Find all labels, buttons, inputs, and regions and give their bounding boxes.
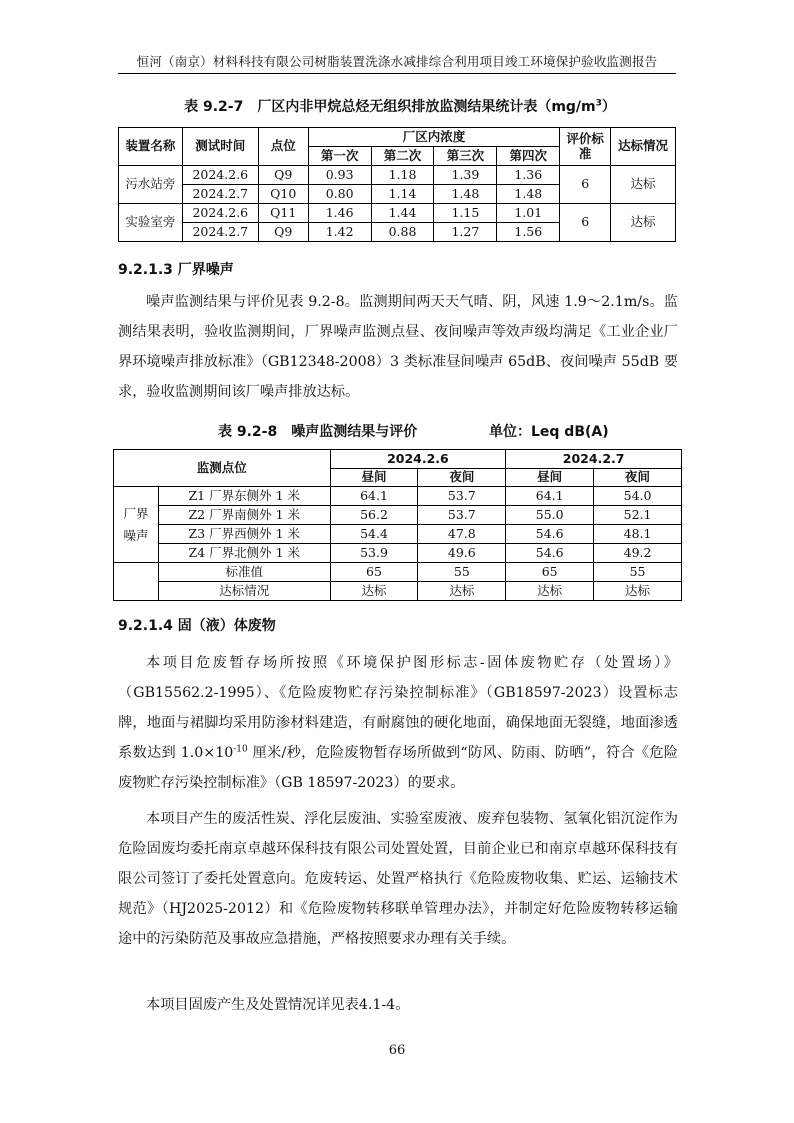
table1-head-std: 评价标准 xyxy=(560,128,611,166)
value-cell: 52.1 xyxy=(594,506,682,525)
value-cell: 1.18 xyxy=(371,166,434,185)
table-row xyxy=(119,204,676,223)
time-cell: 2024.2.6 xyxy=(182,166,258,185)
point-cell: Q10 xyxy=(258,185,308,204)
group-label-cell: 厂界噪声 xyxy=(114,487,159,563)
page-number: 66 xyxy=(388,1043,406,1058)
value-cell: 55 xyxy=(594,563,682,582)
time-cell: 2024.2.7 xyxy=(182,223,258,242)
point-label-cell: Z3 厂界西侧外 1 米 xyxy=(158,525,330,544)
point-label-cell: Z4 厂界北侧外 1 米 xyxy=(158,544,330,563)
value-cell: 达标 xyxy=(506,582,594,601)
table1-sub-col: 第二次 xyxy=(371,147,434,166)
point-cell: Q11 xyxy=(258,204,308,223)
value-cell: 47.8 xyxy=(418,525,506,544)
value-cell: 53.7 xyxy=(418,506,506,525)
value-cell: 55 xyxy=(418,563,506,582)
table2-head-point: 监测点位 xyxy=(114,450,331,487)
table-row xyxy=(114,487,682,506)
table1-caption-text: 表 9.2-7 厂区内非甲烷总烃无组织排放监测结果统计表（mg/m xyxy=(184,99,596,115)
section-noise-paragraph: 噪声监测结果与评价见表 9.2-8。监测期间两天天气晴、阴，风速 1.9～2.1m/s。监测结果表明，验收监测期间，厂界噪声监测点昼、夜间噪声等效声级均满足《工业企业厂界环境噪声排放标准》（GB12348-2008）3 类标准昼间噪声 65dB、夜间噪声 55dB 要求，验收监测期间该厂噪声排放达标。 xyxy=(118,294,678,400)
table2-sub-col: 昼间 xyxy=(330,468,418,487)
table2-caption: 表 9.2-8 噪声监测结果与评价 xyxy=(218,424,418,440)
table2-unit: 单位：Leq dB(A) xyxy=(489,424,609,440)
point-cell: Q9 xyxy=(258,166,308,185)
value-cell: 1.01 xyxy=(497,204,560,223)
section-noise-heading: 9.2.1.3 厂界噪声 xyxy=(118,262,234,278)
table-row xyxy=(114,563,682,582)
device-cell: 污水站旁 xyxy=(119,166,183,204)
table1-head-point: 点位 xyxy=(258,128,308,166)
value-cell: 54.6 xyxy=(506,544,594,563)
waste-p1-sup: -10 xyxy=(233,744,248,755)
waste-p1-part-a: 本项目危废暂存场所按照《环境保护图形标志-固体废物贮存（处置场）》（GB15562.2-1995）、《危险废物贮存污染控制标准》（GB18597-2023）设置标志牌，地面与裙脚均采用防渗材料建造，有耐腐蚀的硬化地面，确保地面无裂缝，地面渗透系数达到 1.0×10 xyxy=(118,655,678,761)
waste-p1-part-b: 厘米/秒，危险废物暂存场所做到“防风、防雨、防晒”，符合《危险废物贮存污染控制标准》（GB 18597-2023）的要求。 xyxy=(118,745,678,791)
section-waste-paragraph-2: 本项目产生的废活性炭、浮化层废油、实验室废液、废弃包装物、氢氧化铝沉淀作为危险固废均委托南京卓越环保科技有限公司处置处置，目前企业已和南京卓越环保科技有限公司签订了委托处置意向。危废转运、处置严格执行《危险废物收集、贮运、运输技术规范》（HJ2025-2012）和《危险废物转移联单管理办法》，并制定好危险废物转移运输途中的污染防范及事故应急措施，严格按照要求办理有关手续。 xyxy=(118,811,678,947)
value-cell: 54.6 xyxy=(506,525,594,544)
std-cell: 6 xyxy=(560,204,611,242)
value-cell: 54.4 xyxy=(330,525,418,544)
value-cell: 65 xyxy=(330,563,418,582)
table1 xyxy=(118,127,676,242)
group-spacer-cell xyxy=(114,582,159,601)
device-cell: 实验室旁 xyxy=(119,204,183,242)
table1-caption xyxy=(110,96,690,116)
table1-head-device: 装置名称 xyxy=(119,128,183,166)
result-cell: 达标 xyxy=(611,204,676,242)
point-label-cell: Z1 厂界东侧外 1 米 xyxy=(158,487,330,506)
value-cell: 1.14 xyxy=(371,185,434,204)
table1-head-time: 测试时间 xyxy=(182,128,258,166)
value-cell: 0.88 xyxy=(371,223,434,242)
value-cell: 达标 xyxy=(418,582,506,601)
point-label-cell: Z2 厂界南侧外 1 米 xyxy=(158,506,330,525)
page-header: 恒河（南京）材料科技有限公司树脂装置洗涤水减排综合利用项目竣工环境保护验收监测报告 xyxy=(136,54,658,69)
result-cell: 达标 xyxy=(611,166,676,204)
section-waste-paragraph-3: 本项目固废产生及处置情况详见表4.1-4。 xyxy=(146,997,410,1013)
value-cell: 64.1 xyxy=(506,487,594,506)
value-cell: 56.2 xyxy=(330,506,418,525)
point-cell: Q9 xyxy=(258,223,308,242)
table2-sub-col: 夜间 xyxy=(594,468,682,487)
value-cell: 1.46 xyxy=(308,204,371,223)
std-cell: 6 xyxy=(560,166,611,204)
table1-head-conc: 厂区内浓度 xyxy=(308,128,560,147)
value-cell: 1.42 xyxy=(308,223,371,242)
value-cell: 1.39 xyxy=(434,166,497,185)
value-cell: 1.36 xyxy=(497,166,560,185)
section-waste-heading: 9.2.1.4 固（液）体废物 xyxy=(118,618,276,634)
value-cell: 1.56 xyxy=(497,223,560,242)
value-cell: 达标 xyxy=(330,582,418,601)
time-cell: 2024.2.7 xyxy=(182,185,258,204)
value-cell: 1.48 xyxy=(434,185,497,204)
value-cell: 49.6 xyxy=(418,544,506,563)
header-rule xyxy=(118,73,676,74)
table-row xyxy=(114,544,682,563)
point-label-cell: 标准值 xyxy=(158,563,330,582)
value-cell: 65 xyxy=(506,563,594,582)
table1-caption-sup: 3 xyxy=(595,98,602,109)
value-cell: 49.2 xyxy=(594,544,682,563)
value-cell: 达标 xyxy=(594,582,682,601)
table2-sub-col: 昼间 xyxy=(506,468,594,487)
table1-sub-col: 第四次 xyxy=(497,147,560,166)
value-cell: 0.80 xyxy=(308,185,371,204)
value-cell: 55.0 xyxy=(506,506,594,525)
group-spacer-cell xyxy=(114,563,159,582)
value-cell: 64.1 xyxy=(330,487,418,506)
table2 xyxy=(113,449,682,601)
value-cell: 1.48 xyxy=(497,185,560,204)
table-row xyxy=(119,166,676,185)
value-cell: 53.7 xyxy=(418,487,506,506)
table1-sub-col: 第三次 xyxy=(434,147,497,166)
value-cell: 1.44 xyxy=(371,204,434,223)
table2-sub-col: 夜间 xyxy=(418,468,506,487)
table-row xyxy=(114,582,682,601)
table-row xyxy=(114,506,682,525)
value-cell: 54.0 xyxy=(594,487,682,506)
table1-sub-col: 第一次 xyxy=(308,147,371,166)
value-cell: 48.1 xyxy=(594,525,682,544)
table2-head-date: 2024.2.7 xyxy=(506,450,682,469)
value-cell: 53.9 xyxy=(330,544,418,563)
value-cell: 1.27 xyxy=(434,223,497,242)
table2-head-date: 2024.2.6 xyxy=(330,450,506,469)
time-cell: 2024.2.6 xyxy=(182,204,258,223)
table-row xyxy=(114,525,682,544)
section-waste-paragraph-1 xyxy=(118,648,678,798)
value-cell: 0.93 xyxy=(308,166,371,185)
value-cell: 1.15 xyxy=(434,204,497,223)
point-label-cell: 达标情况 xyxy=(158,582,330,601)
table1-head-result: 达标情况 xyxy=(611,128,676,166)
table1-caption-end: ） xyxy=(601,99,616,115)
